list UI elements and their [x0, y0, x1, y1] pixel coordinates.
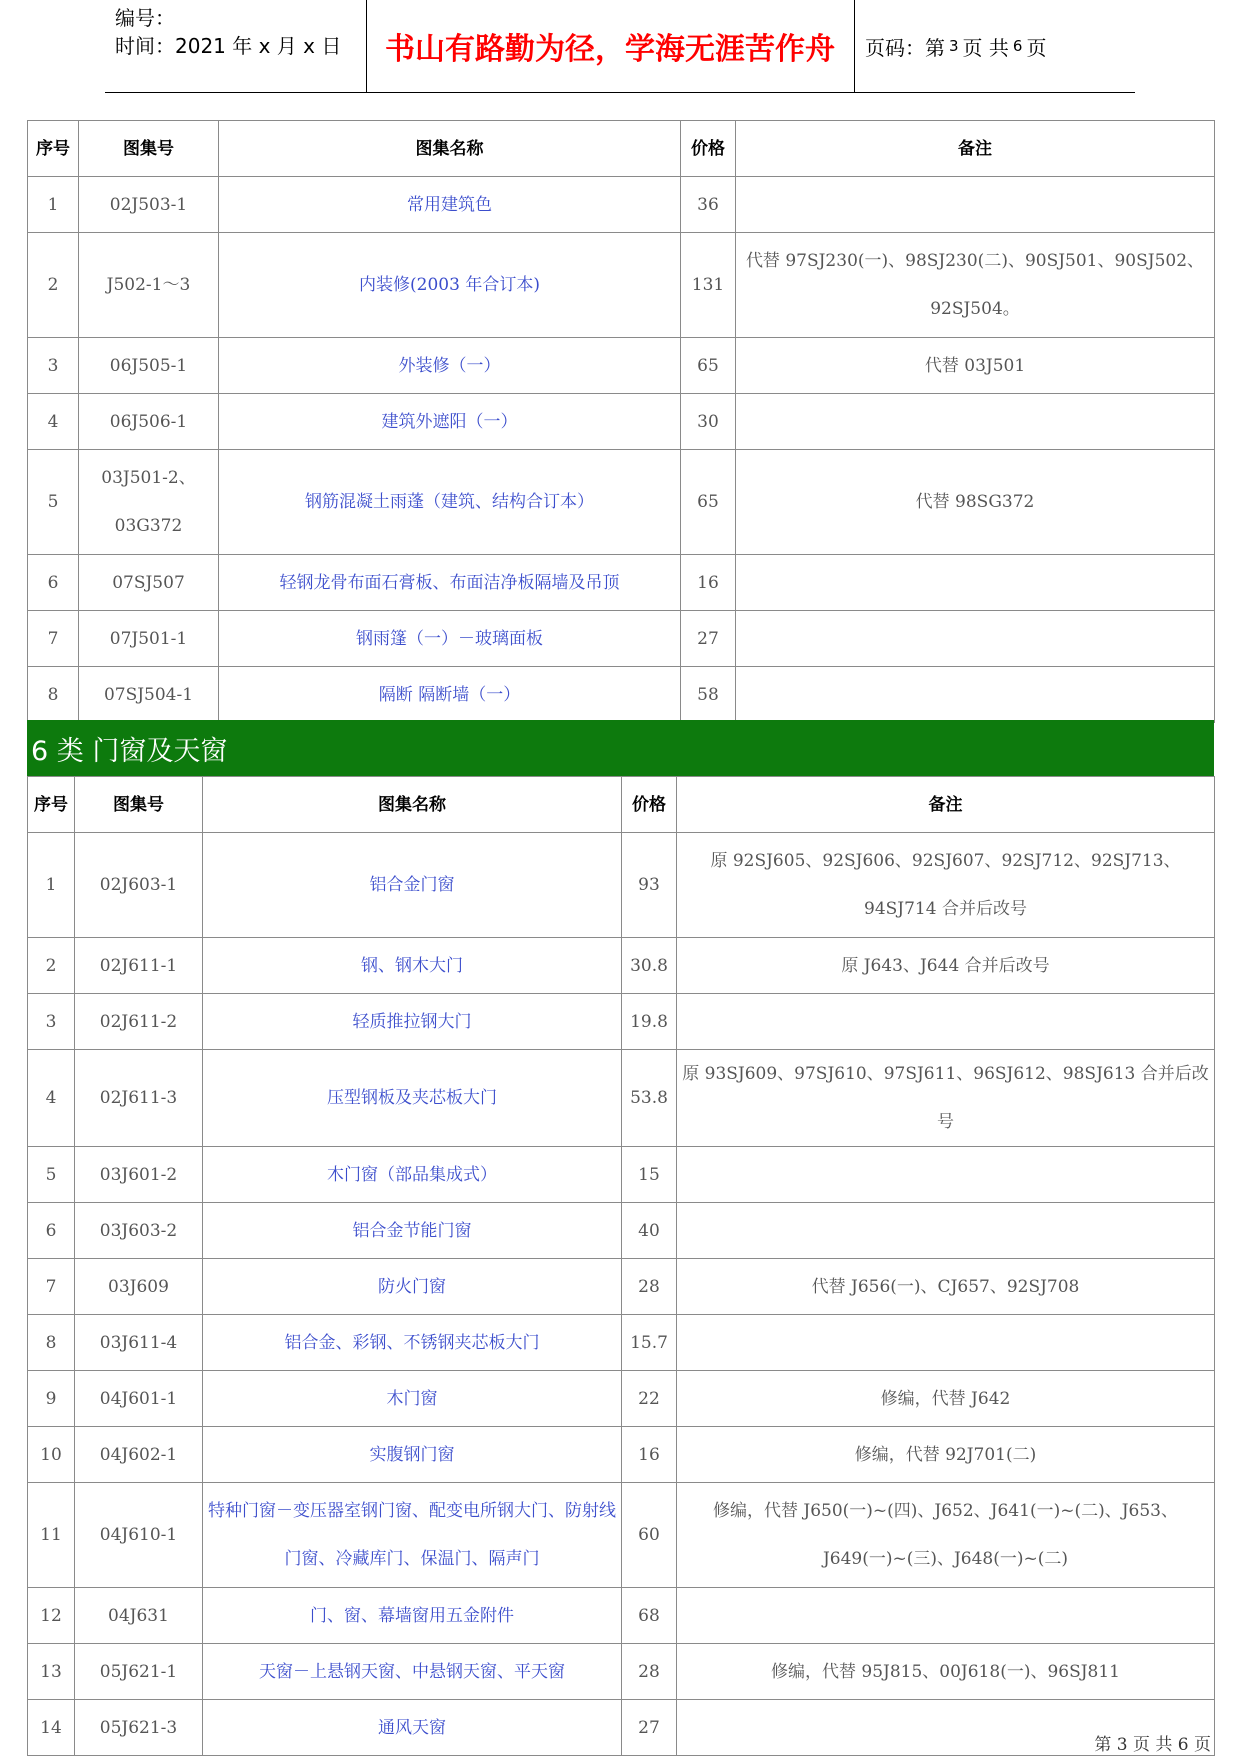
atlas-note: 修编，代替 J650(一)~(四)、J652、J641(一)~(二)、J653、J649(一)~(三)、J648(一)~(二)	[677, 1483, 1215, 1588]
table-row	[28, 1427, 1215, 1483]
atlas-price: 65	[681, 450, 736, 555]
table-row	[28, 1483, 1215, 1588]
row-number: 2	[28, 233, 79, 338]
atlas-note	[677, 994, 1215, 1050]
atlas-note: 代替 98SG372	[736, 450, 1215, 555]
atlas-name[interactable]: 天窗－上悬钢天窗、中悬钢天窗、平天窗	[203, 1644, 622, 1700]
section-title-doors-windows: 6 类 门窗及天窗	[27, 720, 1214, 776]
row-number: 7	[28, 1259, 75, 1315]
row-number: 4	[28, 1050, 75, 1147]
col-header-price: 价格	[681, 121, 736, 177]
col-header-code: 图集号	[75, 777, 203, 833]
atlas-note: 原 92SJ605、92SJ606、92SJ607、92SJ712、92SJ713、94SJ714 合并后改号	[677, 833, 1215, 938]
atlas-price: 15	[622, 1147, 677, 1203]
atlas-name[interactable]: 防火门窗	[203, 1259, 622, 1315]
row-number: 3	[28, 338, 79, 394]
atlas-code: 03J501-2、03G372	[79, 450, 219, 555]
atlas-note: 代替 97SJ230(一)、98SJ230(二)、90SJ501、90SJ502、92SJ504。	[736, 233, 1215, 338]
atlas-code: 04J601-1	[75, 1371, 203, 1427]
atlas-code: 02J611-1	[75, 938, 203, 994]
page-total: 6	[1012, 37, 1023, 55]
atlas-code: 03J611-4	[75, 1315, 203, 1371]
table-row	[28, 667, 1215, 723]
row-number: 6	[28, 555, 79, 611]
atlas-code: 05J621-3	[75, 1700, 203, 1756]
table-row	[28, 1315, 1215, 1371]
atlas-name[interactable]: 轻质推拉钢大门	[203, 994, 622, 1050]
atlas-note	[677, 1588, 1215, 1644]
atlas-note	[677, 1147, 1215, 1203]
atlas-code: 04J610-1	[75, 1483, 203, 1588]
atlas-code: 06J505-1	[79, 338, 219, 394]
table-row	[28, 1147, 1215, 1203]
row-number: 7	[28, 611, 79, 667]
table-row	[28, 1700, 1215, 1756]
row-number: 5	[28, 450, 79, 555]
page-header	[105, 0, 1135, 93]
table-row	[28, 177, 1215, 233]
atlas-name[interactable]: 铝合金门窗	[203, 833, 622, 938]
row-number: 2	[28, 938, 75, 994]
atlas-price: 22	[622, 1371, 677, 1427]
atlas-code: 07J501-1	[79, 611, 219, 667]
atlas-name[interactable]: 内装修(2003 年合订本)	[219, 233, 681, 338]
atlas-price: 27	[622, 1700, 677, 1756]
atlas-code: 02J611-2	[75, 994, 203, 1050]
page-footer: 第 3 页 共 6 页	[1094, 1735, 1211, 1755]
atlas-price: 28	[622, 1259, 677, 1315]
page-label-prefix: 页码：第	[865, 35, 945, 60]
col-header-name: 图集名称	[203, 777, 622, 833]
atlas-price: 27	[681, 611, 736, 667]
row-number: 8	[28, 1315, 75, 1371]
table-row	[28, 833, 1215, 938]
atlas-table-section-6	[27, 776, 1215, 1756]
atlas-price: 40	[622, 1203, 677, 1259]
atlas-note: 代替 J656(一)、CJ657、92SJ708	[677, 1259, 1215, 1315]
atlas-price: 93	[622, 833, 677, 938]
atlas-note	[736, 177, 1215, 233]
row-number: 12	[28, 1588, 75, 1644]
table-row	[28, 338, 1215, 394]
atlas-name[interactable]: 通风天窗	[203, 1700, 622, 1756]
header-motto: 书山有路勤为径，学海无涯苦作舟	[385, 32, 835, 67]
atlas-name[interactable]: 木门窗	[203, 1371, 622, 1427]
atlas-price: 58	[681, 667, 736, 723]
atlas-code: 05J621-1	[75, 1644, 203, 1700]
table-row	[28, 1644, 1215, 1700]
row-number: 10	[28, 1427, 75, 1483]
row-number: 9	[28, 1371, 75, 1427]
row-number: 13	[28, 1644, 75, 1700]
row-number: 3	[28, 994, 75, 1050]
row-number: 14	[28, 1700, 75, 1756]
atlas-name[interactable]: 钢、钢木大门	[203, 938, 622, 994]
atlas-name[interactable]: 木门窗（部品集成式）	[203, 1147, 622, 1203]
row-number: 11	[28, 1483, 75, 1588]
atlas-code: 02J503-1	[79, 177, 219, 233]
atlas-note: 原 93SJ609、97SJ610、97SJ611、96SJ612、98SJ613 合并后改号	[677, 1050, 1215, 1147]
atlas-note: 代替 03J501	[736, 338, 1215, 394]
atlas-name[interactable]: 铝合金节能门窗	[203, 1203, 622, 1259]
atlas-note	[736, 667, 1215, 723]
atlas-code: J502-1～3	[79, 233, 219, 338]
atlas-price: 30	[681, 394, 736, 450]
atlas-price: 60	[622, 1483, 677, 1588]
atlas-name[interactable]: 钢雨篷（一）－玻璃面板	[219, 611, 681, 667]
table-row	[28, 555, 1215, 611]
atlas-name[interactable]: 门、窗、幕墙窗用五金附件	[203, 1588, 622, 1644]
atlas-price: 65	[681, 338, 736, 394]
table-row	[28, 394, 1215, 450]
col-header-name: 图集名称	[219, 121, 681, 177]
atlas-price: 68	[622, 1588, 677, 1644]
header-divider	[854, 0, 855, 92]
atlas-price: 53.8	[622, 1050, 677, 1147]
table-row	[28, 1588, 1215, 1644]
atlas-code: 03J603-2	[75, 1203, 203, 1259]
table-row	[28, 1050, 1215, 1147]
row-number: 6	[28, 1203, 75, 1259]
atlas-price: 16	[622, 1427, 677, 1483]
table-row	[28, 994, 1215, 1050]
doc-number-label: 编号：	[115, 6, 175, 30]
atlas-name[interactable]: 轻钢龙骨布面石膏板、布面洁净板隔墙及吊顶	[219, 555, 681, 611]
col-header-no: 序号	[28, 121, 79, 177]
atlas-note: 修编，代替 J642	[677, 1371, 1215, 1427]
atlas-price: 15.7	[622, 1315, 677, 1371]
table-row	[28, 1259, 1215, 1315]
row-number: 4	[28, 394, 79, 450]
table-header-row	[28, 121, 1215, 177]
atlas-price: 16	[681, 555, 736, 611]
atlas-name[interactable]: 钢筋混凝土雨蓬（建筑、结构合订本）	[219, 450, 681, 555]
table-row	[28, 611, 1215, 667]
atlas-note	[677, 1203, 1215, 1259]
atlas-code: 02J603-1	[75, 833, 203, 938]
table-row	[28, 450, 1215, 555]
atlas-price: 30.8	[622, 938, 677, 994]
atlas-price: 36	[681, 177, 736, 233]
atlas-price: 131	[681, 233, 736, 338]
atlas-code: 02J611-3	[75, 1050, 203, 1147]
atlas-price: 28	[622, 1644, 677, 1700]
atlas-note	[736, 394, 1215, 450]
atlas-name[interactable]: 外装修（一）	[219, 338, 681, 394]
atlas-note: 修编，代替 95J815、00J618(一)、96SJ811	[677, 1644, 1215, 1700]
atlas-note	[736, 611, 1215, 667]
atlas-code: 07SJ504-1	[79, 667, 219, 723]
atlas-code: 04J602-1	[75, 1427, 203, 1483]
row-number: 5	[28, 1147, 75, 1203]
col-header-note: 备注	[677, 777, 1215, 833]
atlas-price: 19.8	[622, 994, 677, 1050]
col-header-note: 备注	[736, 121, 1215, 177]
table-row	[28, 1203, 1215, 1259]
col-header-price: 价格	[622, 777, 677, 833]
atlas-table-section-5	[27, 120, 1215, 723]
atlas-name[interactable]: 压型钢板及夹芯板大门	[203, 1050, 622, 1147]
atlas-note	[736, 555, 1215, 611]
time-label: 时间：2021 年 x 月 x 日	[115, 34, 342, 58]
header-meta	[115, 4, 363, 92]
atlas-code: 06J506-1	[79, 394, 219, 450]
row-number: 1	[28, 177, 79, 233]
table-header-row	[28, 777, 1215, 833]
atlas-name[interactable]: 特种门窗－变压器室钢门窗、配变电所钢大门、防射线门窗、冷藏库门、保温门、隔声门	[203, 1483, 622, 1588]
atlas-note: 原 J643、J644 合并后改号	[677, 938, 1215, 994]
atlas-name[interactable]: 隔断 隔断墙（一）	[219, 667, 681, 723]
atlas-name[interactable]: 铝合金、彩钢、不锈钢夹芯板大门	[203, 1315, 622, 1371]
atlas-code: 03J609	[75, 1259, 203, 1315]
atlas-name[interactable]: 实腹钢门窗	[203, 1427, 622, 1483]
row-number: 8	[28, 667, 79, 723]
atlas-code: 07SJ507	[79, 555, 219, 611]
atlas-note	[677, 1315, 1215, 1371]
table-row	[28, 233, 1215, 338]
row-number: 1	[28, 833, 75, 938]
page-indicator	[865, 0, 1046, 92]
atlas-note: 修编，代替 92J701(二)	[677, 1427, 1215, 1483]
page-label-middle: 页 共	[962, 35, 1009, 60]
table-row	[28, 1371, 1215, 1427]
col-header-no: 序号	[28, 777, 75, 833]
atlas-code: 03J601-2	[75, 1147, 203, 1203]
table-row	[28, 938, 1215, 994]
atlas-name[interactable]: 常用建筑色	[219, 177, 681, 233]
atlas-code: 04J631	[75, 1588, 203, 1644]
page-label-suffix: 页	[1026, 35, 1047, 60]
col-header-code: 图集号	[79, 121, 219, 177]
atlas-name[interactable]: 建筑外遮阳（一）	[219, 394, 681, 450]
page-current: 3	[949, 37, 959, 55]
